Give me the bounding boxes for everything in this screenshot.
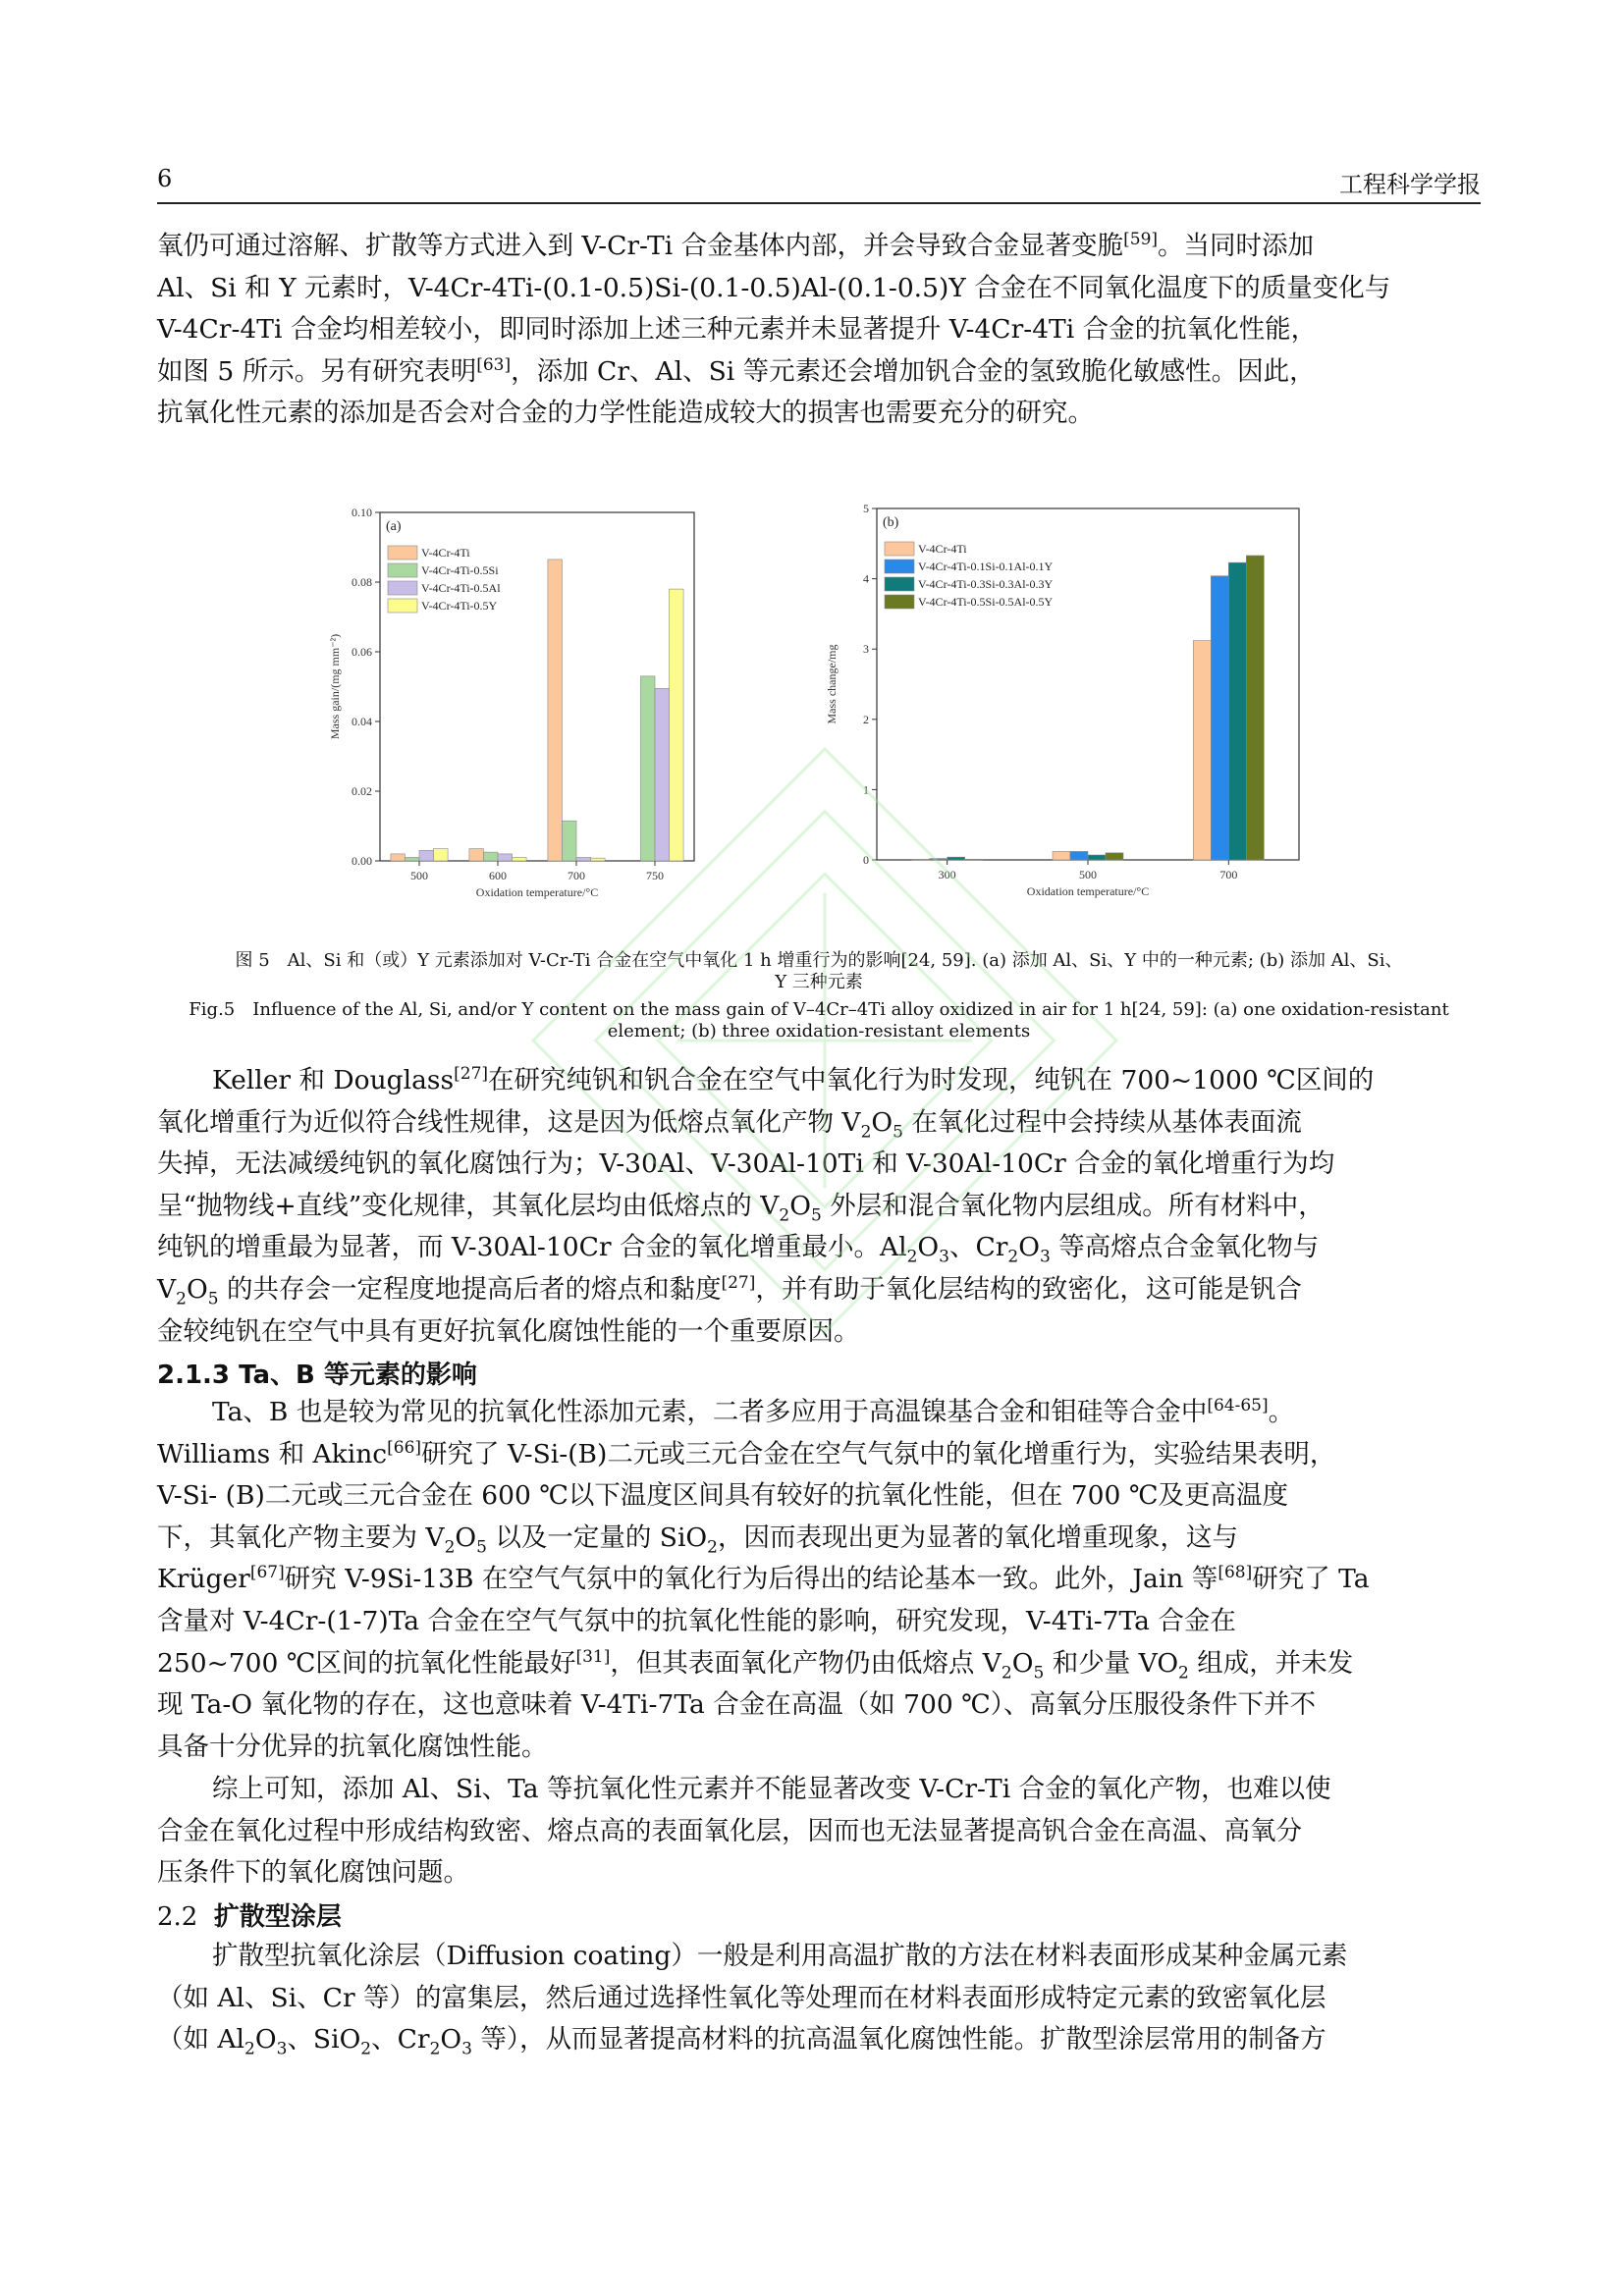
text-line: Krüger[67]研究 V-9Si-13B 在空气气氛中的氧化行为后得出的结论基本一致。此外，Jain 等[68]研究了 Ta: [157, 1563, 1370, 1595]
text-line: 抗氧化性元素的添加是否会对合金的力学性能造成较大的损害也需要充分的研究。: [157, 398, 1094, 429]
caption-en-line2: element; (b) three oxidation-resistant elements: [607, 1021, 1031, 1041]
bar: [1193, 641, 1211, 860]
heading-text: 2.1.3 Ta、B 等元素的影响: [157, 1361, 477, 1390]
heading-number: 2.2: [157, 1902, 198, 1932]
y-tick-label: 5: [863, 502, 869, 515]
legend-swatch: [885, 595, 914, 609]
figure-caption-cn: [157, 950, 1481, 993]
text-line: 扩散型抗氧化涂层（Diffusion coating）一般是利用高温扩散的方法在材料表面形成某种金属元素: [212, 1941, 1348, 1971]
y-tick-label: 1: [863, 782, 869, 797]
header-rule: [157, 202, 1481, 204]
y-axis-label: Mass change/mg: [825, 644, 839, 724]
x-axis-label: Oxidation temperature/°C: [1026, 884, 1150, 898]
text-line: 失掉，无法减缓纯钒的氧化腐蚀行为；V-30Al、V-30Al-10Ti 和 V-30Al-10Cr 合金的氧化增重行为均: [157, 1148, 1335, 1180]
text-line: 综上可知，添加 Al、Si、Ta 等抗氧化性元素并不能显著改变 V-Cr-Ti 合金的氧化产物，也难以使: [212, 1774, 1331, 1804]
y-tick-label: 0.06: [352, 645, 372, 659]
y-tick-label: 0.04: [352, 715, 372, 728]
text-line: 含量对 V-4Cr-(1-7)Ta 合金在空气气氛中的抗氧化性能的影响，研究发现，V-4Ti-7Ta 合金在: [157, 1605, 1236, 1636]
legend-label: V-4Cr-4Ti-0.5Si-0.5Al-0.5Y: [918, 595, 1054, 609]
x-tick-label: 500: [1079, 868, 1097, 881]
bar: [405, 857, 419, 861]
text-line: 压条件下的氧化腐蚀问题。: [157, 1857, 469, 1889]
panel-label: (b): [883, 515, 899, 530]
legend-swatch: [388, 546, 417, 560]
paragraph-1: [157, 226, 1481, 435]
bar: [640, 676, 655, 861]
text-line: Ta、B 也是较为常见的抗氧化性添加元素，二者多应用于高温镍基合金和钼硅等合金中[64-65]。: [212, 1396, 1295, 1427]
x-tick-label: 500: [410, 869, 428, 882]
y-tick-label: 0.10: [352, 506, 372, 519]
text-line: Keller 和 Douglass[27]在研究纯钒和钒合金在空气中氧化行为时发现，纯钒在 700~1000 ℃区间的: [212, 1064, 1375, 1095]
y-tick-label: 3: [863, 642, 869, 657]
text-line: 金较纯钒在空气中具有更好抗氧化腐蚀性能的一个重要原因。: [157, 1315, 860, 1347]
bar: [1211, 576, 1228, 860]
y-tick-label: 0: [863, 853, 869, 867]
bar: [591, 858, 606, 861]
paragraph-2: [157, 1060, 1481, 1102]
bar: [1070, 851, 1088, 860]
legend-swatch: [885, 577, 914, 591]
bar: [1053, 851, 1070, 860]
legend-swatch: [388, 599, 417, 613]
paragraph-3: [157, 1392, 1481, 1768]
y-tick-label: 4: [863, 571, 869, 586]
bar: [469, 849, 484, 861]
text-line: 如图 5 所示。另有研究表明[63]，添加 Cr、Al、Si 等元素还会增加钒合金的氢致脆化敏感性。因此，: [157, 354, 1316, 387]
paragraph-5: [157, 1936, 1481, 2061]
figure-5: [299, 491, 1326, 923]
bar: [655, 688, 670, 861]
y-tick-label: 0.02: [352, 784, 372, 798]
bar: [1106, 853, 1123, 860]
y-tick-label: 0.08: [352, 575, 372, 589]
paragraph-4: [157, 1769, 1481, 1895]
x-tick-label: 700: [1219, 868, 1238, 881]
page-header: [157, 165, 1481, 204]
text-line: 现 Ta-O 氧化物的存在，这也意味着 V-4Ti-7Ta 合金在高温（如 700 ℃）、高氧分压服役条件下并不: [157, 1689, 1317, 1721]
legend-label: V-4Cr-4Ti: [918, 542, 967, 556]
text-line: Al、Si 和 Y 元素时，V-4Cr-4Ti-(0.1-0.5)Si-(0.1-0.5)Al-(0.1-0.5)Y 合金在不同氧化温度下的质量变化与: [157, 272, 1391, 303]
legend-label: V-4Cr-4Ti-0.3Si-0.3Al-0.3Y: [918, 577, 1054, 591]
chart-panel-a: [328, 506, 694, 899]
text-line: Williams 和 Akinc[66]研究了 V-Si-(B)二元或三元合金在空气气氛中的氧化增重行为，实验结果表明，: [157, 1437, 1336, 1469]
heading-title: 扩散型涂层: [213, 1902, 342, 1932]
y-axis-label: Mass gain/(mg mm⁻²): [328, 633, 342, 740]
legend-label: V-4Cr-4Ti-0.5Y: [421, 599, 498, 613]
caption-en-line1: Fig.5 Influence of the Al, Si, and/or Y content on the mass gain of V–4Cr–4Ti alloy oxidized in air for 1 h[24, 59]: (a) one oxidation-resistant: [189, 999, 1449, 1020]
panel-label: (a): [386, 519, 402, 534]
chart-panel-b: [825, 502, 1299, 898]
section-heading-2-2: [157, 1896, 342, 1933]
bar: [1088, 855, 1106, 860]
bar: [1246, 556, 1264, 860]
legend-swatch: [388, 563, 417, 577]
bar: [965, 859, 983, 860]
bar: [548, 560, 563, 861]
x-tick-label: 700: [568, 869, 585, 882]
bar: [1228, 562, 1246, 860]
bar: [391, 854, 406, 861]
text-line: （如 Al、Si、Cr 等）的富集层，然后通过选择性氧化等处理而在材料表面形成特定元素的致密氧化层: [157, 1982, 1326, 2013]
caption-cn-line2: Y 三种元素: [775, 972, 863, 992]
text-line: （如 $Al_2O_3$、SiO$_2$、$Cr_2O_3$ 等），从而显著提高材料的抗高温氧化腐蚀性能。扩散型涂层常用的制备方: [157, 2024, 1326, 2059]
text-line: 氧化增重行为近似符合线性规律，这是因为低熔点氧化产物 $V_2O_5$ 在氧化过程中会持续从基体表面流: [157, 1106, 1302, 1142]
legend-label: V-4Cr-4Ti: [421, 546, 470, 560]
paragraph-2-cont: [157, 1102, 1481, 1354]
bar: [513, 857, 527, 861]
text-line: V-Si- (B)二元或三元合金在 600 ℃以下温度区间具有较好的抗氧化性能，但在 700 ℃及更高温度: [157, 1480, 1288, 1512]
legend-label: V-4Cr-4Ti-0.5Si: [421, 563, 499, 577]
bar: [419, 850, 434, 861]
text-line: $V_2O_5$ 的共存会一定程度地提高后者的熔点和黏度[27]，并有助于氧化层结构的致密化，这可能是钒合: [157, 1273, 1302, 1309]
bar: [562, 821, 576, 861]
text-line: 氧仍可通过溶解、扩散等方式进入到 V-Cr-Ti 合金基体内部，并会导致合金显著变脆[59]。当同时添加: [157, 230, 1315, 261]
bar: [434, 849, 449, 861]
text-line: V-4Cr-4Ti 合金均相差较小，即同时添加上述三种元素并未显著提升 V-4Cr-4Ti 合金的抗氧化性能，: [157, 314, 1318, 346]
text-line: 具备十分优异的抗氧化腐蚀性能。: [157, 1731, 548, 1762]
x-tick-label: 600: [489, 869, 507, 882]
text-line: 纯钒的增重最为显著，而 V-30Al-10Cr 合金的氧化增重最小。$Al_2O_3$、$Cr_2O_3$ 等高熔点合金氧化物与: [157, 1232, 1320, 1267]
x-axis-label: Oxidation temperature/°C: [475, 885, 599, 899]
bar: [912, 859, 930, 860]
section-heading-2-1-3: [157, 1355, 477, 1391]
bar: [930, 859, 947, 860]
text-line: 呈“抛物线+直线”变化规律，其氧化层均由低熔点的 $V_2O_5$ 外层和混合氧化物内层组成。所有材料中，: [157, 1190, 1325, 1226]
x-tick-label: 750: [646, 869, 664, 882]
caption-cn-line1: 图 5 Al、Si 和（或）Y 元素添加对 V-Cr-Ti 合金在空气中氧化 1 h 增重行为的影响[24, 59]. (a) 添加 Al、Si、Y 中的一种元素; (b) 添加 Al、Si、: [235, 950, 1403, 971]
bar: [576, 857, 591, 861]
bar: [483, 852, 498, 861]
figure-caption-en: [157, 999, 1481, 1042]
bar: [670, 589, 684, 861]
legend-swatch: [885, 560, 914, 573]
legend-swatch: [885, 542, 914, 556]
text-line: 250~700 ℃区间的抗氧化性能最好[31]，但其表面氧化产物仍由低熔点 $V_2O_5$ 和少量 $VO_2$ 组成，并未发: [157, 1646, 1354, 1682]
y-tick-label: 0.00: [352, 854, 372, 868]
legend-swatch: [388, 581, 417, 595]
bar: [498, 854, 513, 861]
x-tick-label: 300: [938, 868, 956, 881]
y-tick-label: 2: [863, 712, 869, 726]
text-line: 下，其氧化产物主要为 $V_2O_5$ 以及一定量的 SiO$_2$，因而表现出更为显著的氧化增重现象，这与: [157, 1522, 1238, 1558]
page-number: 6: [157, 165, 173, 192]
legend-label: V-4Cr-4Ti-0.5Al: [421, 581, 501, 595]
text-line: 合金在氧化过程中形成结构致密、熔点高的表面氧化层，因而也无法显著提高钒合金在高温、高氧分: [157, 1815, 1302, 1846]
legend-label: V-4Cr-4Ti-0.1Si-0.1Al-0.1Y: [918, 560, 1054, 573]
journal-name: 工程科学学报: [1339, 171, 1481, 198]
bar: [947, 857, 965, 860]
